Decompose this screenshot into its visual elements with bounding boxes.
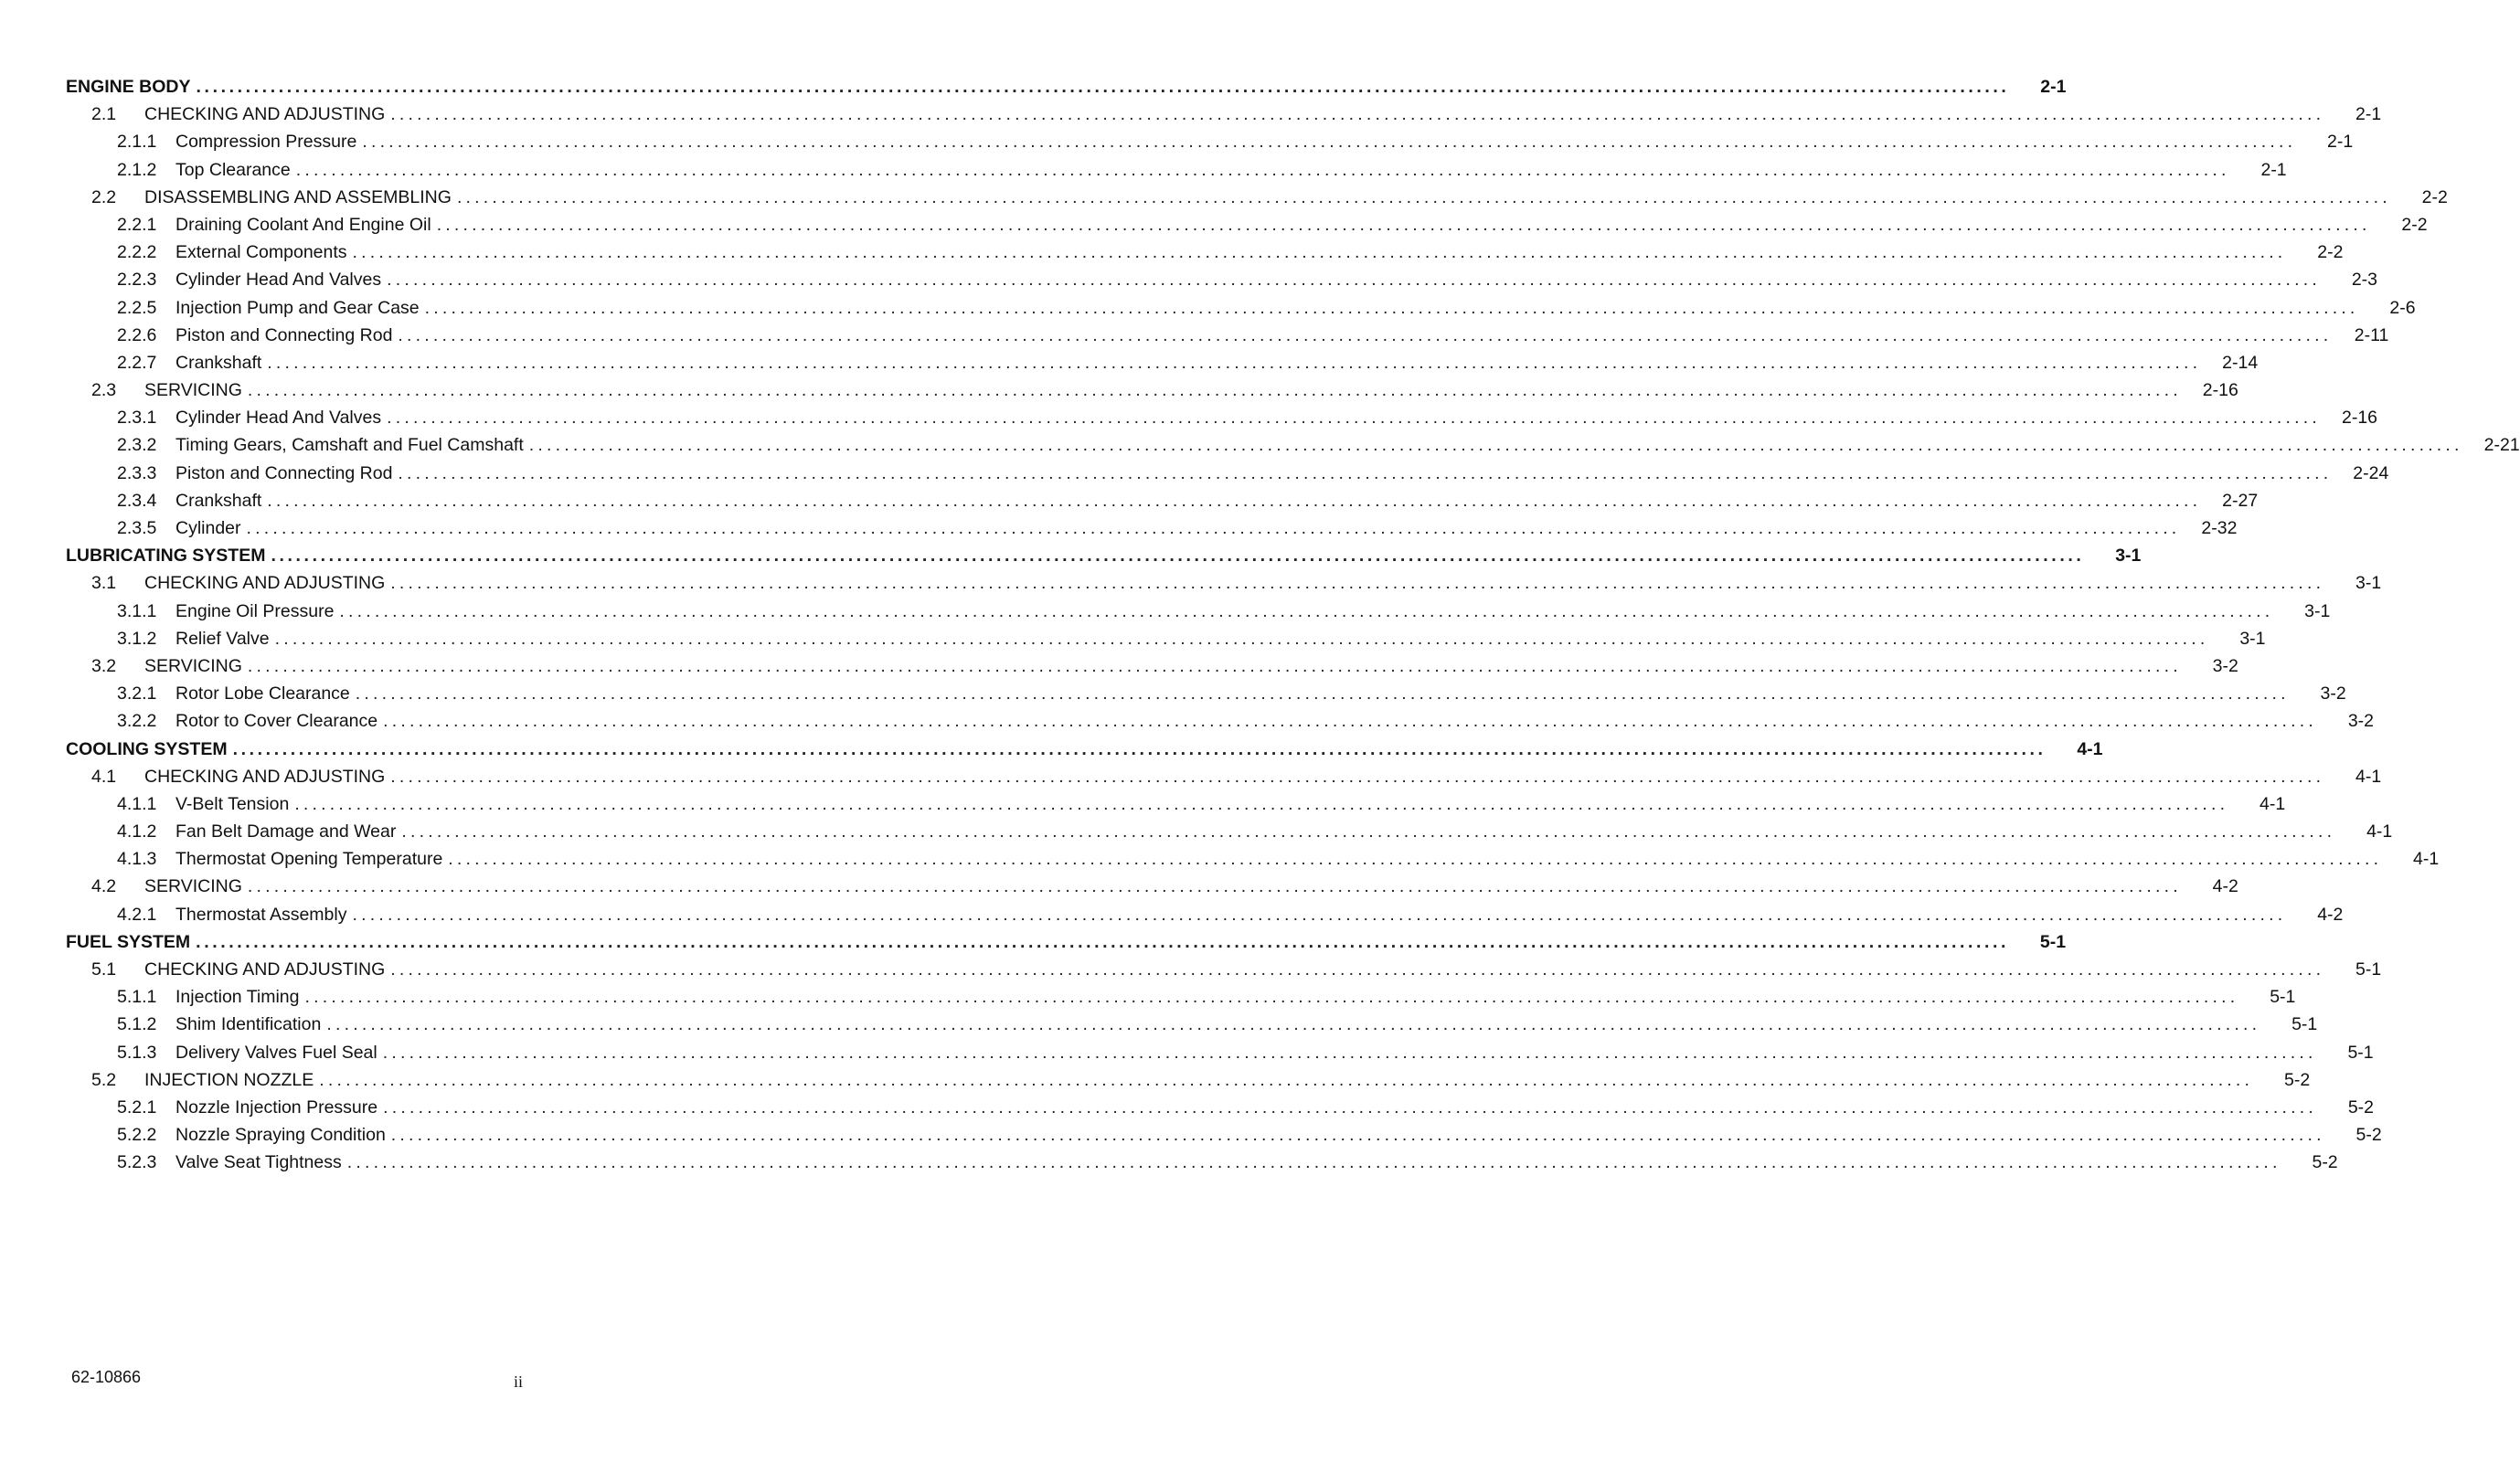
dot-leader: ............................................................................................................................................................................................................................: [398, 462, 2333, 483]
toc-entry-title: COOLING SYSTEM: [66, 738, 228, 759]
document-number: 62-10866: [71, 1368, 142, 1386]
toc-subsection-entry[interactable]: [66, 211, 2428, 238]
dot-leader: ............................................................................................................................................................................................................................: [448, 849, 2383, 870]
toc-entry-page: 5-1: [2039, 931, 2067, 952]
toc-chapter-entry[interactable]: [66, 736, 2103, 763]
dot-leader: ............................................................................................................................................................................................................................: [456, 186, 2391, 207]
toc-entry-title: Relief Valve: [175, 628, 270, 649]
dot-leader: ............................................................................................................................................................................................................................: [401, 821, 2336, 842]
dot-leader: ............................................................................................................................................................................................................................: [271, 546, 2085, 567]
toc-entry-page: 2-1: [2355, 104, 2382, 125]
toc-entry-title: SERVICING: [144, 655, 242, 676]
toc-subsection-entry[interactable]: [66, 1039, 2374, 1066]
toc-entry-title: SERVICING: [144, 380, 242, 401]
toc-entry-number: 2.1: [91, 104, 117, 125]
toc-entry-page: 2-27: [2222, 490, 2259, 511]
dot-leader: ............................................................................................................................................................................................................................: [352, 904, 2287, 925]
toc-entry-page: 2-2: [2317, 242, 2344, 263]
dot-leader: ............................................................................................................................................................................................................................: [382, 1042, 2317, 1063]
toc-entry-title: Rotor to Cover Clearance: [175, 711, 378, 732]
dot-leader: ............................................................................................................................................................................................................................: [304, 987, 2239, 1008]
toc-subsection-entry[interactable]: [66, 1011, 2318, 1038]
toc-entry-title: Piston and Connecting Rod: [175, 462, 393, 483]
toc-entry-page: 3-1: [2355, 573, 2382, 594]
toc-entry-title: Crankshaft: [175, 490, 262, 511]
toc-subsection-entry[interactable]: [66, 156, 2287, 184]
toc-entry-number: 5.2.2: [117, 1125, 157, 1146]
dot-leader: ............................................................................................................................................................................................................................: [267, 352, 2202, 373]
toc-entry-title: Thermostat Assembly: [175, 904, 347, 925]
dot-leader: ............................................................................................................................................................................................................................: [247, 876, 2182, 897]
table-of-contents: [66, 73, 2520, 1177]
dot-leader: ............................................................................................................................................................................................................................: [436, 214, 2371, 235]
toc-entry-title: Delivery Valves Fuel Seal: [175, 1042, 377, 1063]
dot-leader: ............................................................................................................................................................................................................................: [247, 655, 2182, 676]
toc-section-entry[interactable]: [66, 956, 2382, 983]
dot-leader: ............................................................................................................................................................................................................................: [339, 600, 2274, 621]
toc-entry-number: 5.1.1: [117, 987, 157, 1008]
toc-entry-page: 2-14: [2222, 352, 2259, 373]
toc-entry-title: CHECKING AND ADJUSTING: [144, 104, 386, 125]
toc-entry-page: 5-2: [2355, 1125, 2382, 1146]
toc-section-entry[interactable]: [66, 1066, 2311, 1094]
dot-leader: ............................................................................................................................................................................................................................: [390, 573, 2325, 594]
toc-subsection-entry[interactable]: [66, 1121, 2382, 1149]
toc-entry-title: CHECKING AND ADJUSTING: [144, 959, 386, 980]
toc-section-entry[interactable]: [66, 652, 2238, 680]
toc-subsection-entry[interactable]: [66, 845, 2440, 873]
toc-entry-number: 2.1.1: [117, 132, 157, 153]
dot-leader: ............................................................................................................................................................................................................................: [355, 683, 2290, 705]
toc-entry-title: Cylinder Head And Valves: [175, 270, 382, 291]
toc-entry-page: 2-16: [2341, 408, 2378, 429]
toc-entry-page: 4-1: [2077, 738, 2103, 759]
toc-subsection-entry[interactable]: [66, 404, 2378, 431]
toc-entry-title: Cylinder Head And Valves: [175, 408, 382, 429]
toc-entry-page: 4-1: [2366, 821, 2393, 842]
toc-entry-page: 5-2: [2347, 1096, 2375, 1118]
toc-entry-number: 4.1: [91, 766, 117, 787]
toc-entry-number: 2.3: [91, 380, 117, 401]
toc-entry-page: 2-6: [2389, 297, 2416, 318]
toc-entry-number: 4.1.3: [117, 849, 157, 870]
toc-subsection-entry[interactable]: [66, 487, 2259, 514]
toc-entry-number: 3.1.2: [117, 628, 157, 649]
toc-entry-page: 4-1: [2355, 766, 2382, 787]
toc-entry-page: 3-1: [2304, 600, 2331, 621]
toc-entry-title: Compression Pressure: [175, 132, 357, 153]
toc-entry-title: LUBRICATING SYSTEM: [66, 546, 266, 567]
toc-entry-page: 3-1: [2115, 546, 2142, 567]
toc-entry-number: 5.1.3: [117, 1042, 157, 1063]
toc-subsection-entry[interactable]: [66, 266, 2378, 293]
toc-entry-title: CHECKING AND ADJUSTING: [144, 766, 386, 787]
toc-entry-title: Fan Belt Damage and Wear: [175, 821, 397, 842]
toc-entry-title: Thermostat Opening Temperature: [175, 849, 443, 870]
dot-leader: ............................................................................................................................................................................................................................: [383, 711, 2318, 732]
dot-leader: ............................................................................................................................................................................................................................: [390, 104, 2325, 125]
toc-section-entry[interactable]: [66, 569, 2382, 597]
dot-leader: ............................................................................................................................................................................................................................: [346, 1152, 2281, 1173]
toc-subsection-entry[interactable]: [66, 983, 2296, 1011]
toc-entry-number: 3.2.2: [117, 711, 157, 732]
dot-leader: ............................................................................................................................................................................................................................: [247, 380, 2182, 401]
toc-entry-title: ENGINE BODY: [66, 77, 191, 97]
toc-entry-page: 2-21: [2483, 435, 2520, 456]
toc-entry-page: 5-2: [2312, 1152, 2338, 1173]
toc-entry-title: FUEL SYSTEM: [66, 931, 191, 952]
dot-leader: ............................................................................................................................................................................................................................: [390, 1125, 2325, 1146]
toc-entry-page: 2-1: [2260, 159, 2287, 180]
toc-entry-number: 4.1.1: [117, 793, 157, 814]
toc-entry-page: 2-32: [2201, 518, 2238, 538]
toc-entry-title: External Components: [175, 242, 347, 263]
toc-entry-number: 2.3.4: [117, 490, 157, 511]
toc-subsection-entry[interactable]: [66, 598, 2331, 625]
dot-leader: ............................................................................................................................................................................................................................: [424, 297, 2359, 318]
toc-entry-title: Rotor Lobe Clearance: [175, 683, 350, 705]
toc-entry-number: 3.2.1: [117, 683, 157, 705]
toc-entry-page: 5-1: [2355, 959, 2382, 980]
toc-entry-page: 3-2: [2347, 711, 2375, 732]
toc-entry-number: 2.3.5: [117, 518, 157, 538]
toc-entry-page: 4-1: [2413, 849, 2440, 870]
dot-leader: ............................................................................................................................................................................................................................: [295, 159, 2230, 180]
toc-entry-page: 5-1: [2270, 987, 2296, 1008]
toc-entry-page: 5-1: [2347, 1042, 2374, 1063]
toc-entry-number: 2.2.2: [117, 242, 157, 263]
dot-leader: ............................................................................................................................................................................................................................: [294, 793, 2229, 814]
dot-leader: ............................................................................................................................................................................................................................: [232, 738, 2047, 759]
dot-leader: ............................................................................................................................................................................................................................: [383, 1096, 2318, 1118]
toc-subsection-entry[interactable]: [66, 901, 2344, 928]
toc-entry-page: 2-1: [2327, 132, 2354, 153]
toc-subsection-entry[interactable]: [66, 460, 2389, 487]
toc-entry-title: Engine Oil Pressure: [175, 600, 335, 621]
toc-subsection-entry[interactable]: [66, 238, 2344, 266]
toc-entry-page: 2-11: [2354, 324, 2389, 345]
toc-subsection-entry[interactable]: [66, 625, 2266, 652]
toc-entry-title: INJECTION NOZZLE: [144, 1069, 314, 1090]
toc-section-entry[interactable]: [66, 184, 2448, 211]
toc-entry-number: 5.2.1: [117, 1096, 157, 1118]
toc-chapter-entry[interactable]: [66, 928, 2067, 956]
dot-leader: ............................................................................................................................................................................................................................: [326, 1014, 2261, 1035]
toc-subsection-entry[interactable]: [66, 818, 2393, 845]
toc-entry-page: 4-2: [2212, 876, 2238, 897]
toc-entry-title: SERVICING: [144, 876, 242, 897]
toc-subsection-entry[interactable]: [66, 790, 2286, 818]
toc-entry-page: 2-24: [2353, 462, 2389, 483]
dot-leader: ............................................................................................................................................................................................................................: [387, 270, 2322, 291]
toc-entry-number: 2.3.3: [117, 462, 157, 483]
toc-entry-page: 2-2: [2421, 186, 2448, 207]
dot-leader: ............................................................................................................................................................................................................................: [319, 1069, 2254, 1090]
toc-entry-number: 2.2: [91, 186, 117, 207]
toc-entry-title: Cylinder: [175, 518, 241, 538]
dot-leader: ............................................................................................................................................................................................................................: [362, 132, 2297, 153]
toc-entry-number: 5.1: [91, 959, 117, 980]
dot-leader: ............................................................................................................................................................................................................................: [390, 959, 2325, 980]
dot-leader: ............................................................................................................................................................................................................................: [398, 324, 2333, 345]
toc-entry-page: 2-2: [2401, 214, 2428, 235]
dot-leader: ............................................................................................................................................................................................................................: [390, 766, 2325, 787]
dot-leader: ............................................................................................................................................................................................................................: [196, 931, 2010, 952]
toc-subsection-entry[interactable]: [66, 322, 2389, 349]
toc-subsection-entry[interactable]: [66, 294, 2416, 322]
toc-subsection-entry[interactable]: [66, 1094, 2375, 1121]
toc-entry-title: Injection Pump and Gear Case: [175, 297, 420, 318]
toc-entry-number: 5.2: [91, 1069, 117, 1090]
toc-entry-title: Crankshaft: [175, 352, 262, 373]
toc-entry-number: 3.1: [91, 573, 117, 594]
toc-subsection-entry[interactable]: [66, 707, 2375, 735]
toc-entry-page: 3-1: [2239, 628, 2266, 649]
toc-entry-number: 2.2.1: [117, 214, 157, 235]
toc-entry-number: 4.2: [91, 876, 117, 897]
toc-entry-title: Injection Timing: [175, 987, 300, 1008]
toc-entry-title: DISASSEMBLING AND ASSEMBLING: [144, 186, 452, 207]
toc-entry-title: Valve Seat Tightness: [175, 1152, 342, 1173]
toc-chapter-entry[interactable]: [66, 542, 2142, 569]
dot-leader: ............................................................................................................................................................................................................................: [267, 490, 2202, 511]
toc-entry-title: Draining Coolant And Engine Oil: [175, 214, 431, 235]
toc-chapter-entry[interactable]: [66, 73, 2067, 101]
toc-entry-number: 2.2.5: [117, 297, 157, 318]
toc-section-entry[interactable]: [66, 873, 2238, 900]
toc-entry-title: Timing Gears, Camshaft and Fuel Camshaft: [175, 435, 524, 456]
toc-entry-number: 2.1.2: [117, 159, 157, 180]
dot-leader: ............................................................................................................................................................................................................................: [246, 518, 2181, 538]
toc-section-entry[interactable]: [66, 101, 2382, 128]
toc-entry-page: 2-16: [2202, 380, 2238, 401]
toc-entry-number: 5.1.2: [117, 1014, 157, 1035]
toc-entry-page: 2-1: [2040, 77, 2067, 97]
toc-entry-number: 2.2.3: [117, 270, 157, 291]
page-number: ii: [514, 1372, 524, 1391]
dot-leader: ............................................................................................................................................................................................................................: [196, 77, 2010, 97]
toc-section-entry[interactable]: [66, 376, 2238, 404]
toc-subsection-entry[interactable]: [66, 1149, 2338, 1176]
toc-entry-title: Top Clearance: [175, 159, 291, 180]
toc-entry-number: 5.2.3: [117, 1152, 157, 1173]
dot-leader: ............................................................................................................................................................................................................................: [387, 408, 2322, 429]
toc-entry-number: 3.1.1: [117, 600, 157, 621]
toc-entry-title: CHECKING AND ADJUSTING: [144, 573, 386, 594]
toc-entry-number: 2.2.7: [117, 352, 157, 373]
dot-leader: ............................................................................................................................................................................................................................: [352, 242, 2287, 263]
toc-subsection-entry[interactable]: [66, 349, 2259, 376]
toc-entry-number: 3.2: [91, 655, 117, 676]
toc-entry-page: 3-2: [2212, 655, 2238, 676]
toc-subsection-entry[interactable]: [66, 431, 2520, 459]
dot-leader: ............................................................................................................................................................................................................................: [528, 435, 2463, 456]
toc-entry-page: 5-1: [2291, 1014, 2318, 1035]
toc-entry-page: 4-1: [2259, 793, 2286, 814]
toc-entry-number: 4.1.2: [117, 821, 157, 842]
toc-section-entry[interactable]: [66, 763, 2382, 790]
toc-entry-number: 2.2.6: [117, 324, 157, 345]
toc-subsection-entry[interactable]: [66, 680, 2346, 707]
toc-entry-title: Nozzle Spraying Condition: [175, 1125, 386, 1146]
toc-entry-title: Shim Identification: [175, 1014, 322, 1035]
toc-entry-number: 2.3.2: [117, 435, 157, 456]
dot-leader: ............................................................................................................................................................................................................................: [274, 628, 2209, 649]
toc-entry-page: 5-2: [2283, 1069, 2311, 1090]
toc-entry-page: 3-2: [2320, 683, 2346, 705]
toc-entry-page: 4-2: [2317, 904, 2344, 925]
toc-entry-page: 2-3: [2351, 270, 2378, 291]
toc-entry-number: 4.2.1: [117, 904, 157, 925]
toc-entry-number: 2.3.1: [117, 408, 157, 429]
toc-entry-title: Nozzle Injection Pressure: [175, 1096, 378, 1118]
toc-entry-title: V-Belt Tension: [175, 793, 290, 814]
toc-subsection-entry[interactable]: [66, 128, 2354, 155]
toc-subsection-entry[interactable]: [66, 514, 2238, 542]
toc-entry-title: Piston and Connecting Rod: [175, 324, 393, 345]
